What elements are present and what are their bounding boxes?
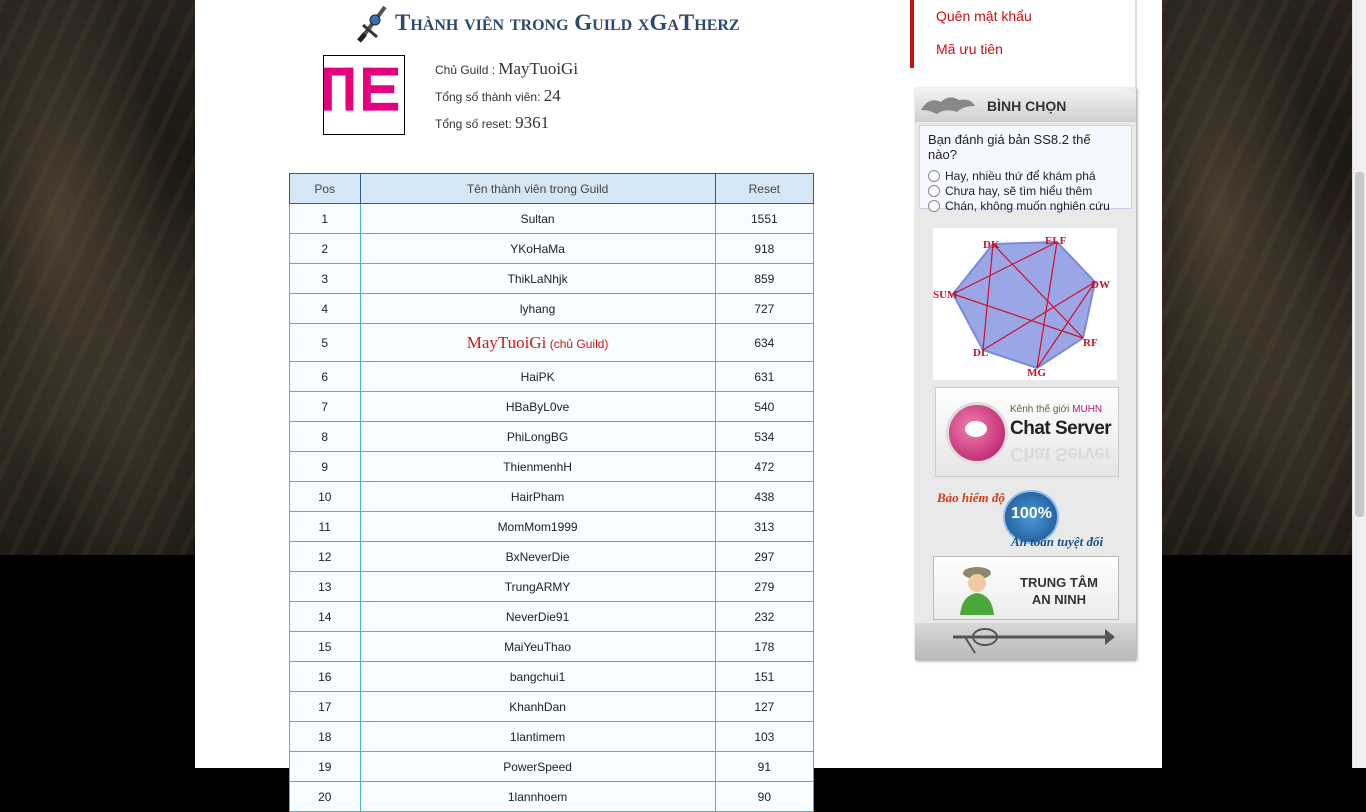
member-pos: 9: [290, 452, 361, 482]
security-line-2: AN NINH: [1031, 592, 1087, 607]
security-center-banner[interactable]: [933, 556, 1119, 620]
member-reset: 103: [715, 722, 813, 752]
member-name: 1lannhoem: [360, 782, 715, 812]
security-guard-icon: [956, 563, 998, 615]
member-reset: 127: [715, 692, 813, 722]
table-header-row: [290, 174, 814, 204]
class-label-dw: DW: [1091, 279, 1110, 291]
table-row: [290, 692, 814, 722]
member-pos: 18: [290, 722, 361, 752]
member-pos: 8: [290, 422, 361, 452]
member-name: YKoHaMa: [360, 234, 715, 264]
member-reset: 297: [715, 542, 813, 572]
dragon-icon: [919, 92, 977, 118]
member-reset: 90: [715, 782, 813, 812]
panel-divider: [1135, 0, 1137, 90]
scrollbar-thumb[interactable]: [1355, 172, 1364, 517]
member-pos: 20: [290, 782, 361, 812]
member-reset: 1551: [715, 204, 813, 234]
table-row: [290, 204, 814, 234]
member-name: ThienmenhH: [360, 452, 715, 482]
member-pos: 17: [290, 692, 361, 722]
table-row: [290, 452, 814, 482]
member-pos: 6: [290, 362, 361, 392]
page-header: [355, 2, 740, 44]
vote-option-label: Hay, nhiều thứ để khám phá: [945, 168, 1096, 183]
table-row: [290, 752, 814, 782]
table-row: [290, 234, 814, 264]
member-name: HairPham: [360, 482, 715, 512]
member-reset: 313: [715, 512, 813, 542]
member-name: ThikLaNhjk: [360, 264, 715, 294]
member-name: MaiYeuThao: [360, 632, 715, 662]
main-content: [195, 0, 1162, 804]
class-label-rf: RF: [1083, 337, 1098, 349]
forgot-password-link[interactable]: Quên mật khẩu: [936, 8, 1032, 24]
vote-option[interactable]: [928, 168, 1123, 183]
member-reset: 232: [715, 602, 813, 632]
chat-subtitle-prefix: Kênh thế giới: [1010, 404, 1070, 415]
insurance-percent: 100%: [1011, 505, 1052, 522]
member-pos: 1: [290, 204, 361, 234]
vote-box: [919, 125, 1132, 213]
member-pos: 16: [290, 662, 361, 692]
table-row: [290, 602, 814, 632]
member-pos: 19: [290, 752, 361, 782]
class-label-elf: ELF: [1045, 235, 1067, 247]
member-table: [289, 173, 814, 812]
member-reset: 279: [715, 572, 813, 602]
member-pos: 10: [290, 482, 361, 512]
member-reset: 634: [715, 324, 813, 362]
background-art-right: [1162, 0, 1352, 555]
member-pos: 5: [290, 324, 361, 362]
member-reset: 438: [715, 482, 813, 512]
member-pos: 4: [290, 294, 361, 324]
promo-code-link[interactable]: Mã ưu tiên: [936, 41, 1003, 57]
member-rows: [290, 204, 814, 812]
vote-title: BÌNH CHỌN: [987, 98, 1067, 114]
table-row: [290, 392, 814, 422]
member-pos: 11: [290, 512, 361, 542]
member-name: TrungARMY: [360, 572, 715, 602]
member-reset: 727: [715, 294, 813, 324]
member-reset: 534: [715, 422, 813, 452]
member-reset: 151: [715, 662, 813, 692]
guild-master-tag: (chủ Guild): [549, 336, 609, 351]
member-name: PowerSpeed: [360, 752, 715, 782]
guild-master-row: [435, 58, 578, 85]
table-row: [290, 422, 814, 452]
class-label-dk: DK: [983, 239, 1000, 251]
background-art-left: [0, 0, 195, 555]
security-text: [1004, 574, 1114, 608]
vote-question: Bạn đánh giá bản SS8.2 thế nào?: [928, 132, 1091, 162]
member-name: PhiLongBG: [360, 422, 715, 452]
page-scrollbar[interactable]: [1352, 0, 1366, 768]
member-reset: 91: [715, 752, 813, 782]
member-reset: 859: [715, 264, 813, 294]
table-row: [290, 632, 814, 662]
member-reset: 178: [715, 632, 813, 662]
class-label-sum: SUM: [933, 289, 958, 301]
chat-title-reflection: Chat Server: [1010, 443, 1112, 464]
vote-header: [915, 88, 1136, 122]
table-row: [290, 542, 814, 572]
sidebar-footer: [915, 623, 1136, 660]
column-header-pos: Pos: [290, 174, 361, 204]
insurance-top-text: Bảo hiểm độ: [937, 490, 1005, 505]
radio-button[interactable]: [928, 185, 940, 197]
table-row: [290, 264, 814, 294]
account-links: [910, 0, 1135, 68]
sword-icon: [355, 3, 391, 43]
chat-title: Chat Server: [1010, 418, 1112, 439]
insurance-bottom-text: An toàn tuyệt đối: [1011, 534, 1104, 549]
member-name: bangchui1: [360, 662, 715, 692]
vote-option[interactable]: [928, 183, 1123, 198]
table-row: [290, 362, 814, 392]
guild-master-value: MayTuoiGi: [498, 59, 579, 78]
vote-option[interactable]: [928, 198, 1123, 213]
page-title: Thành viên trong Guild xGaTherz: [395, 10, 740, 35]
member-count-value: 24: [543, 86, 561, 105]
class-relationship-chart: [933, 228, 1117, 380]
table-row: [290, 572, 814, 602]
table-row: [290, 294, 814, 324]
radio-button[interactable]: [928, 200, 940, 212]
member-pos: 12: [290, 542, 361, 572]
chat-bubble-icon: [946, 402, 1008, 464]
member-name: 1lantimem: [360, 722, 715, 752]
member-name: lyhang: [360, 294, 715, 324]
table-row: [290, 324, 814, 362]
member-count-label: Tổng số thành viên:: [435, 90, 541, 104]
member-pos: 14: [290, 602, 361, 632]
sidebar: [915, 88, 1136, 660]
chat-subtitle-brand: MUHN: [1072, 404, 1103, 415]
chat-server-banner[interactable]: [935, 387, 1119, 477]
member-reset: 472: [715, 452, 813, 482]
reset-total-row: [435, 112, 578, 139]
column-header-reset: Reset: [715, 174, 813, 204]
guild-info: [435, 58, 578, 139]
spear-ornament-icon: [915, 623, 1136, 660]
vote-option-label: Chưa hay, sẽ tìm hiểu thêm: [945, 183, 1093, 198]
member-name: BxNeverDie: [360, 542, 715, 572]
member-reset: 631: [715, 362, 813, 392]
member-pos: 3: [290, 264, 361, 294]
member-name: HBaByL0ve: [360, 392, 715, 422]
member-name: MomMom1999: [360, 512, 715, 542]
member-name: Sultan: [360, 204, 715, 234]
member-pos: 15: [290, 632, 361, 662]
class-label-mg: MG: [1027, 367, 1046, 379]
security-line-1: TRUNG TÂM: [1020, 575, 1098, 590]
table-row: [290, 482, 814, 512]
radio-button[interactable]: [928, 170, 940, 182]
guild-logo: [323, 55, 405, 135]
table-row: [290, 782, 814, 812]
member-name-cell: [360, 324, 715, 362]
member-pos: 2: [290, 234, 361, 264]
member-reset: 918: [715, 234, 813, 264]
member-reset: 540: [715, 392, 813, 422]
table-row: [290, 662, 814, 692]
insurance-banner[interactable]: [933, 486, 1119, 552]
member-count-row: [435, 85, 578, 112]
member-name: NeverDie91: [360, 602, 715, 632]
member-pos: 7: [290, 392, 361, 422]
member-pos: 13: [290, 572, 361, 602]
class-label-dl: DL: [973, 347, 989, 359]
member-name: MayTuoiGi: [466, 332, 547, 352]
vote-option-label: Chán, không muốn nghiên cứu: [945, 198, 1110, 213]
table-row: [290, 512, 814, 542]
column-header-name: Tên thành viên trong Guild: [360, 174, 715, 204]
member-name: HaiPK: [360, 362, 715, 392]
guild-master-label: Chủ Guild :: [435, 63, 496, 77]
reset-total-label: Tổng số reset:: [435, 117, 512, 131]
table-row: [290, 722, 814, 752]
member-name: KhanhDan: [360, 692, 715, 722]
reset-total-value: 9361: [515, 113, 550, 132]
chat-subtitle: [1010, 404, 1102, 415]
